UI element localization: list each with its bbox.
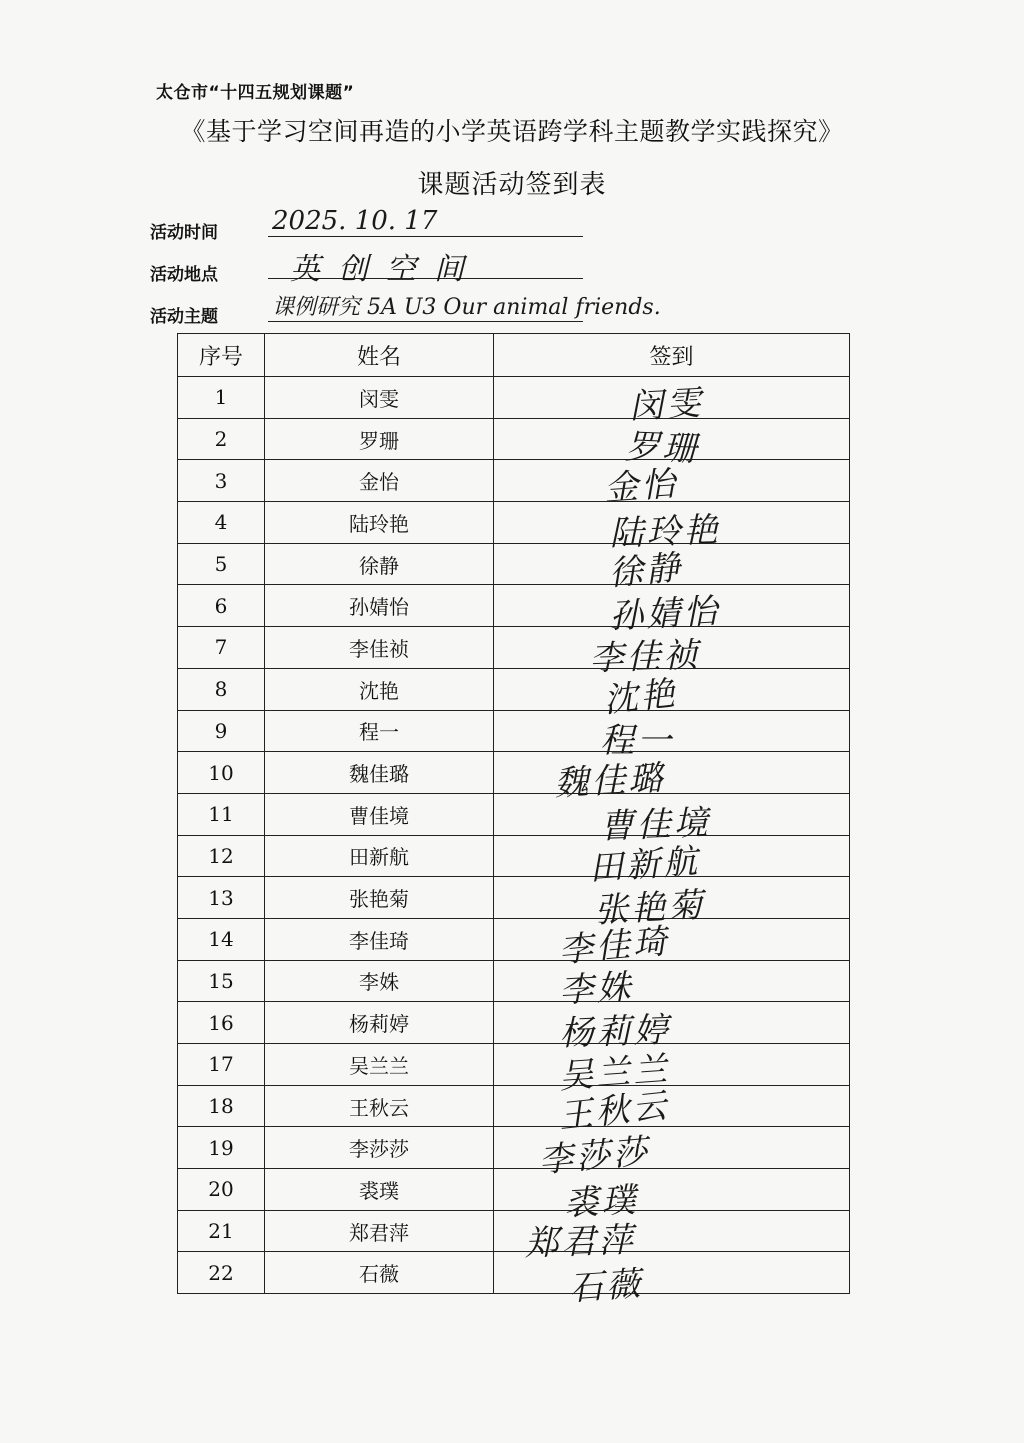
row-number: 13: [178, 877, 265, 919]
row-signature-cell: [494, 585, 850, 627]
handwritten-signature: 石薇: [567, 1263, 645, 1309]
row-signature-cell: [494, 418, 850, 460]
table-row: [178, 752, 850, 794]
row-signature-cell: [494, 1002, 850, 1044]
row-signature-cell: [494, 460, 850, 502]
row-number: 10: [178, 752, 265, 794]
table-header-row: [178, 334, 850, 377]
activity-place-label: 活动地点: [150, 265, 218, 285]
row-number: 17: [178, 1044, 265, 1086]
table-row: [178, 627, 850, 669]
table-row: [178, 668, 850, 710]
table-row: [178, 918, 850, 960]
project-title: 《基于学习空间再造的小学英语跨学科主题教学实践探究》: [180, 117, 844, 146]
row-number: 1: [178, 377, 265, 419]
table-row: [178, 1169, 850, 1211]
row-number: 11: [178, 793, 265, 835]
handwritten-signature: 吴兰兰: [557, 1049, 672, 1097]
sign-in-table: [177, 333, 850, 1294]
column-header-number: 序号: [178, 334, 265, 377]
row-signature-cell: [494, 1044, 850, 1086]
table-row: [178, 960, 850, 1002]
handwritten-signature: 张艳菊: [593, 885, 707, 931]
row-name: 李佳琦: [265, 918, 494, 960]
row-name: 魏佳璐: [265, 752, 494, 794]
row-name: 裘璞: [265, 1169, 494, 1211]
activity-theme-underline: [268, 321, 583, 322]
row-name: 徐静: [265, 543, 494, 585]
row-number: 3: [178, 460, 265, 502]
table-row: [178, 710, 850, 752]
row-number: 20: [178, 1169, 265, 1211]
handwritten-signature: 李莎莎: [537, 1131, 652, 1181]
row-signature-cell: [494, 1169, 850, 1211]
row-signature-cell: [494, 835, 850, 877]
handwritten-signature: 李佳琦: [557, 921, 672, 971]
column-header-signature: 签到: [494, 334, 850, 377]
handwritten-signature: 魏佳璐: [553, 758, 667, 804]
row-number: 19: [178, 1127, 265, 1169]
row-name: 王秋云: [265, 1085, 494, 1127]
handwritten-signature: 程一: [600, 721, 674, 761]
row-name: 孙婧怡: [265, 585, 494, 627]
activity-theme-value: 课例研究 5A U3 Our animal friends.: [272, 295, 661, 320]
project-level-label: 太仓市“十四五规划课题”: [156, 83, 355, 103]
handwritten-signature: 陆玲艳: [608, 510, 722, 554]
row-signature-cell: [494, 793, 850, 835]
row-name: 张艳菊: [265, 877, 494, 919]
row-signature-cell: [494, 377, 850, 419]
row-signature-cell: [494, 752, 850, 794]
row-name: 李佳祯: [265, 627, 494, 669]
row-signature-cell: [494, 877, 850, 919]
handwritten-signature: 罗珊: [624, 427, 701, 470]
table-row: [178, 835, 850, 877]
row-signature-cell: [494, 1085, 850, 1127]
row-signature-cell: [494, 1210, 850, 1252]
row-number: 16: [178, 1002, 265, 1044]
table-row: [178, 793, 850, 835]
row-number: 7: [178, 627, 265, 669]
page-title: 课题活动签到表: [417, 170, 607, 200]
table-row: [178, 1002, 850, 1044]
activity-time-label: 活动时间: [150, 223, 218, 243]
row-name: 曹佳境: [265, 793, 494, 835]
handwritten-signature: 闵雯: [628, 383, 705, 427]
table-row: [178, 1044, 850, 1086]
row-signature-cell: [494, 668, 850, 710]
row-number: 15: [178, 960, 265, 1002]
activity-time-underline: [268, 236, 583, 237]
row-number: 8: [178, 668, 265, 710]
row-name: 金怡: [265, 460, 494, 502]
table-row: [178, 1085, 850, 1127]
table-row: [178, 1127, 850, 1169]
row-name: 石薇: [265, 1252, 494, 1294]
activity-theme-label: 活动主题: [150, 307, 218, 327]
row-number: 18: [178, 1085, 265, 1127]
table-row: [178, 877, 850, 919]
row-signature-cell: [494, 710, 850, 752]
handwritten-signature: 曹佳境: [598, 803, 712, 847]
row-name: 沈艳: [265, 668, 494, 710]
row-name: 杨莉婷: [265, 1002, 494, 1044]
row-signature-cell: [494, 918, 850, 960]
row-signature-cell: [494, 627, 850, 669]
row-signature-cell: [494, 543, 850, 585]
row-number: 9: [178, 710, 265, 752]
row-name: 李莎莎: [265, 1127, 494, 1169]
row-number: 14: [178, 918, 265, 960]
row-number: 22: [178, 1252, 265, 1294]
row-number: 12: [178, 835, 265, 877]
row-name: 闵雯: [265, 377, 494, 419]
table-row: [178, 1210, 850, 1252]
handwritten-signature: 裘璞: [563, 1180, 640, 1224]
row-number: 2: [178, 418, 265, 460]
row-number: 5: [178, 543, 265, 585]
row-name: 吴兰兰: [265, 1044, 494, 1086]
activity-time-value: 2025. 10. 17: [272, 206, 438, 236]
row-signature-cell: [494, 502, 850, 544]
table-row: [178, 502, 850, 544]
table-row: [178, 460, 850, 502]
table-row: [178, 543, 850, 585]
handwritten-signature: 李姝: [558, 967, 635, 1011]
handwritten-signature: 沈艳: [601, 673, 680, 721]
row-number: 21: [178, 1210, 265, 1252]
table-row: [178, 377, 850, 419]
handwritten-signature: 李佳祯: [588, 635, 702, 679]
row-name: 郑君萍: [265, 1210, 494, 1252]
row-signature-cell: [494, 1252, 850, 1294]
handwritten-signature: 郑君萍: [523, 1220, 637, 1264]
row-signature-cell: [494, 960, 850, 1002]
table-row: [178, 418, 850, 460]
row-name: 田新航: [265, 835, 494, 877]
handwritten-signature: 徐静: [607, 547, 685, 594]
row-number: 6: [178, 585, 265, 627]
row-signature-cell: [494, 1127, 850, 1169]
handwritten-signature: 孙婧怡: [608, 591, 722, 637]
row-name: 李姝: [265, 960, 494, 1002]
table-row: [178, 1252, 850, 1294]
handwritten-signature: 王秋云: [556, 1085, 672, 1137]
activity-place-value: 英创空间: [290, 252, 482, 287]
row-name: 程一: [265, 710, 494, 752]
column-header-name: 姓名: [265, 334, 494, 377]
handwritten-signature: 田新航: [587, 841, 702, 889]
row-number: 4: [178, 502, 265, 544]
row-name: 陆玲艳: [265, 502, 494, 544]
table-row: [178, 585, 850, 627]
handwritten-signature: 杨莉婷: [558, 1010, 672, 1054]
handwritten-signature: 金怡: [602, 463, 680, 509]
row-name: 罗珊: [265, 418, 494, 460]
